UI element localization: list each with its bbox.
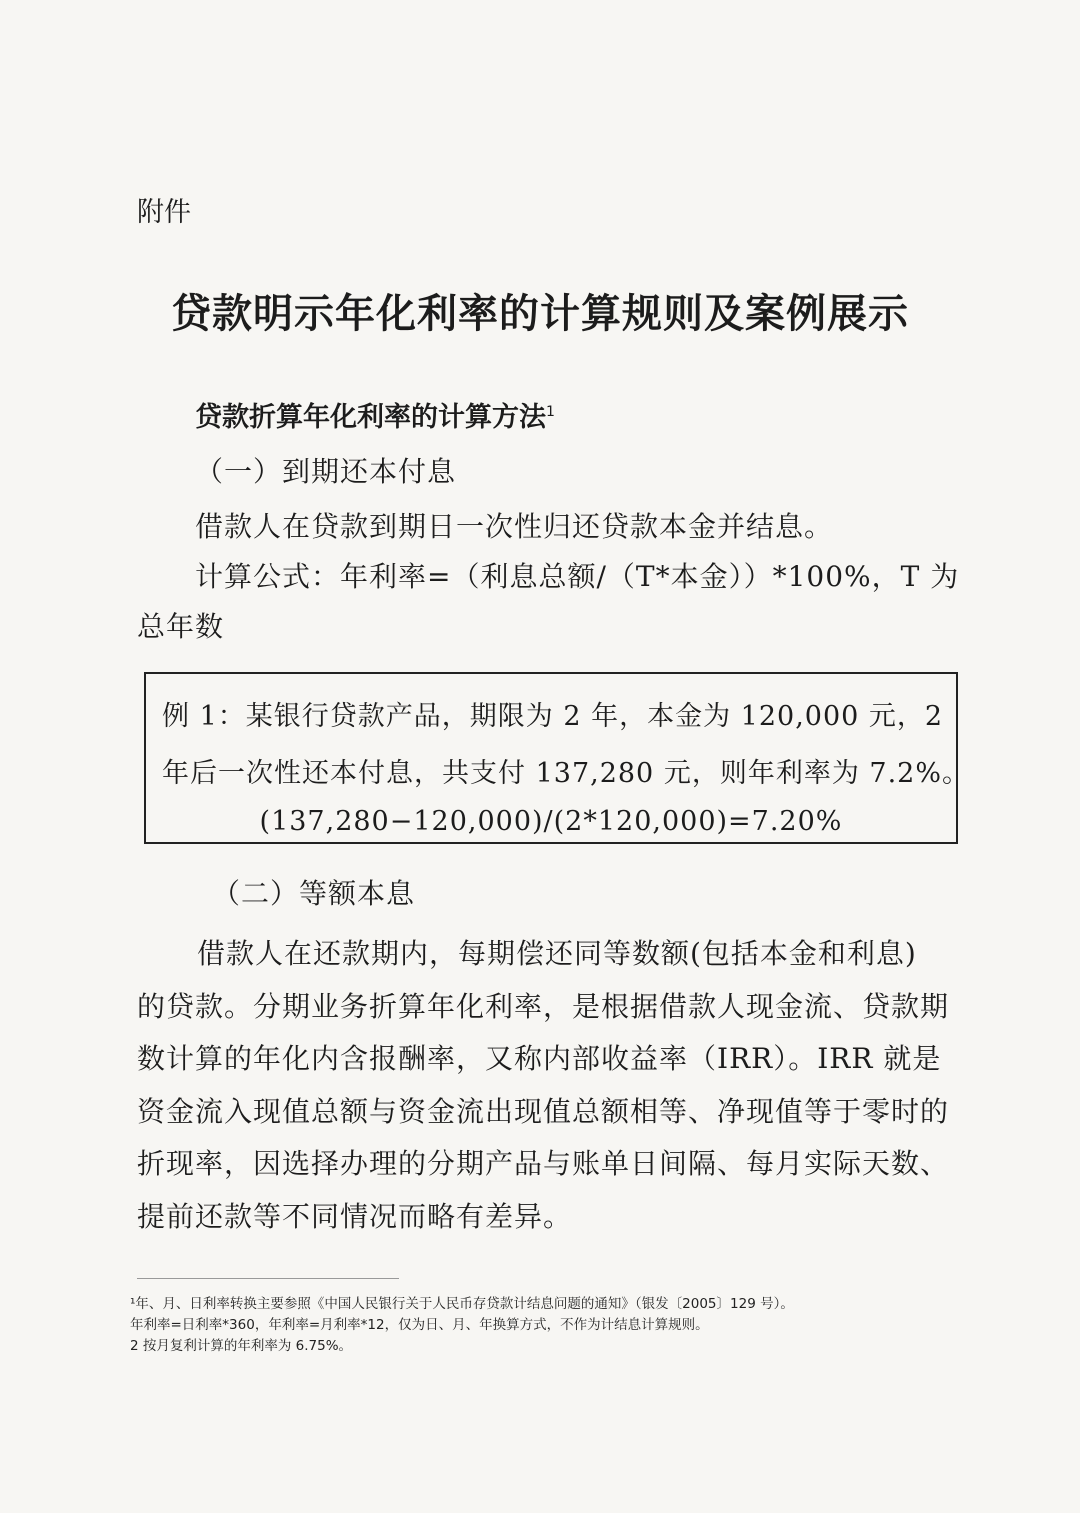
part1-description: 借款人在贷款到期日一次性归还贷款本金并结息。	[195, 510, 834, 543]
paragraph-line: 提前还款等不同情况而略有差异。	[137, 1199, 573, 1233]
paragraph-line: 借款人在还款期内，每期偿还同等数额(包括本金和利息)	[197, 937, 917, 970]
example1-box	[144, 672, 970, 844]
part1-formula-line1: 计算公式：年利率=（利息总额/（T*本金））*100%，T 为	[195, 560, 960, 593]
example1-line1: 例 1：某银行贷款产品，期限为 2 年，本金为 120,000 元，2	[162, 701, 944, 732]
example1-line2: 年后一次性还本付息，共支付 137,280 元，则年利率为 7.2%。	[162, 758, 970, 789]
page-title: 贷款明示年化利率的计算规则及案例展示	[171, 290, 909, 337]
attachment-label: 附件	[137, 197, 191, 228]
paragraph-line: 的贷款。分期业务折算年化利率，是根据借款人现金流、贷款期	[137, 989, 950, 1023]
part1-formula-line2: 总年数	[137, 610, 225, 643]
section-heading	[195, 395, 555, 434]
footnote-divider	[137, 1278, 399, 1279]
part2-heading: （二）等额本息	[212, 877, 416, 910]
footnote-1: ¹年、月、日利率转换主要参照《中国人民银行关于人民币存贷款计结息问题的通知》（银发〔2005〕129 号）。	[130, 1296, 794, 1312]
paragraph-line: 折现率，因选择办理的分期产品与账单日间隔、每月实际天数、	[137, 1147, 950, 1180]
paragraph-line: 资金流入现值总额与资金流出现值总额相等、净现值等于零时的	[137, 1094, 950, 1128]
footnote-1-continued: 年利率=日利率*360，年利率=月利率*12，仅为日、月、年换算方式，不作为计结息计算规则。	[130, 1317, 709, 1333]
example1-calculation: (137,280−120,000)/(2*120,000)=7.20%	[259, 806, 843, 837]
footnote-marker: 1	[546, 404, 555, 420]
part1-heading: （一）到期还本付息	[195, 455, 457, 488]
paragraph-line: 数计算的年化内含报酬率，又称内部收益率（IRR）。IRR 就是	[137, 1042, 942, 1075]
footnote-2: 2 按月复利计算的年利率为 6.75%。	[130, 1338, 353, 1354]
section-heading-text: 贷款折算年化利率的计算方法	[195, 402, 546, 433]
part2-paragraph	[137, 928, 957, 1243]
